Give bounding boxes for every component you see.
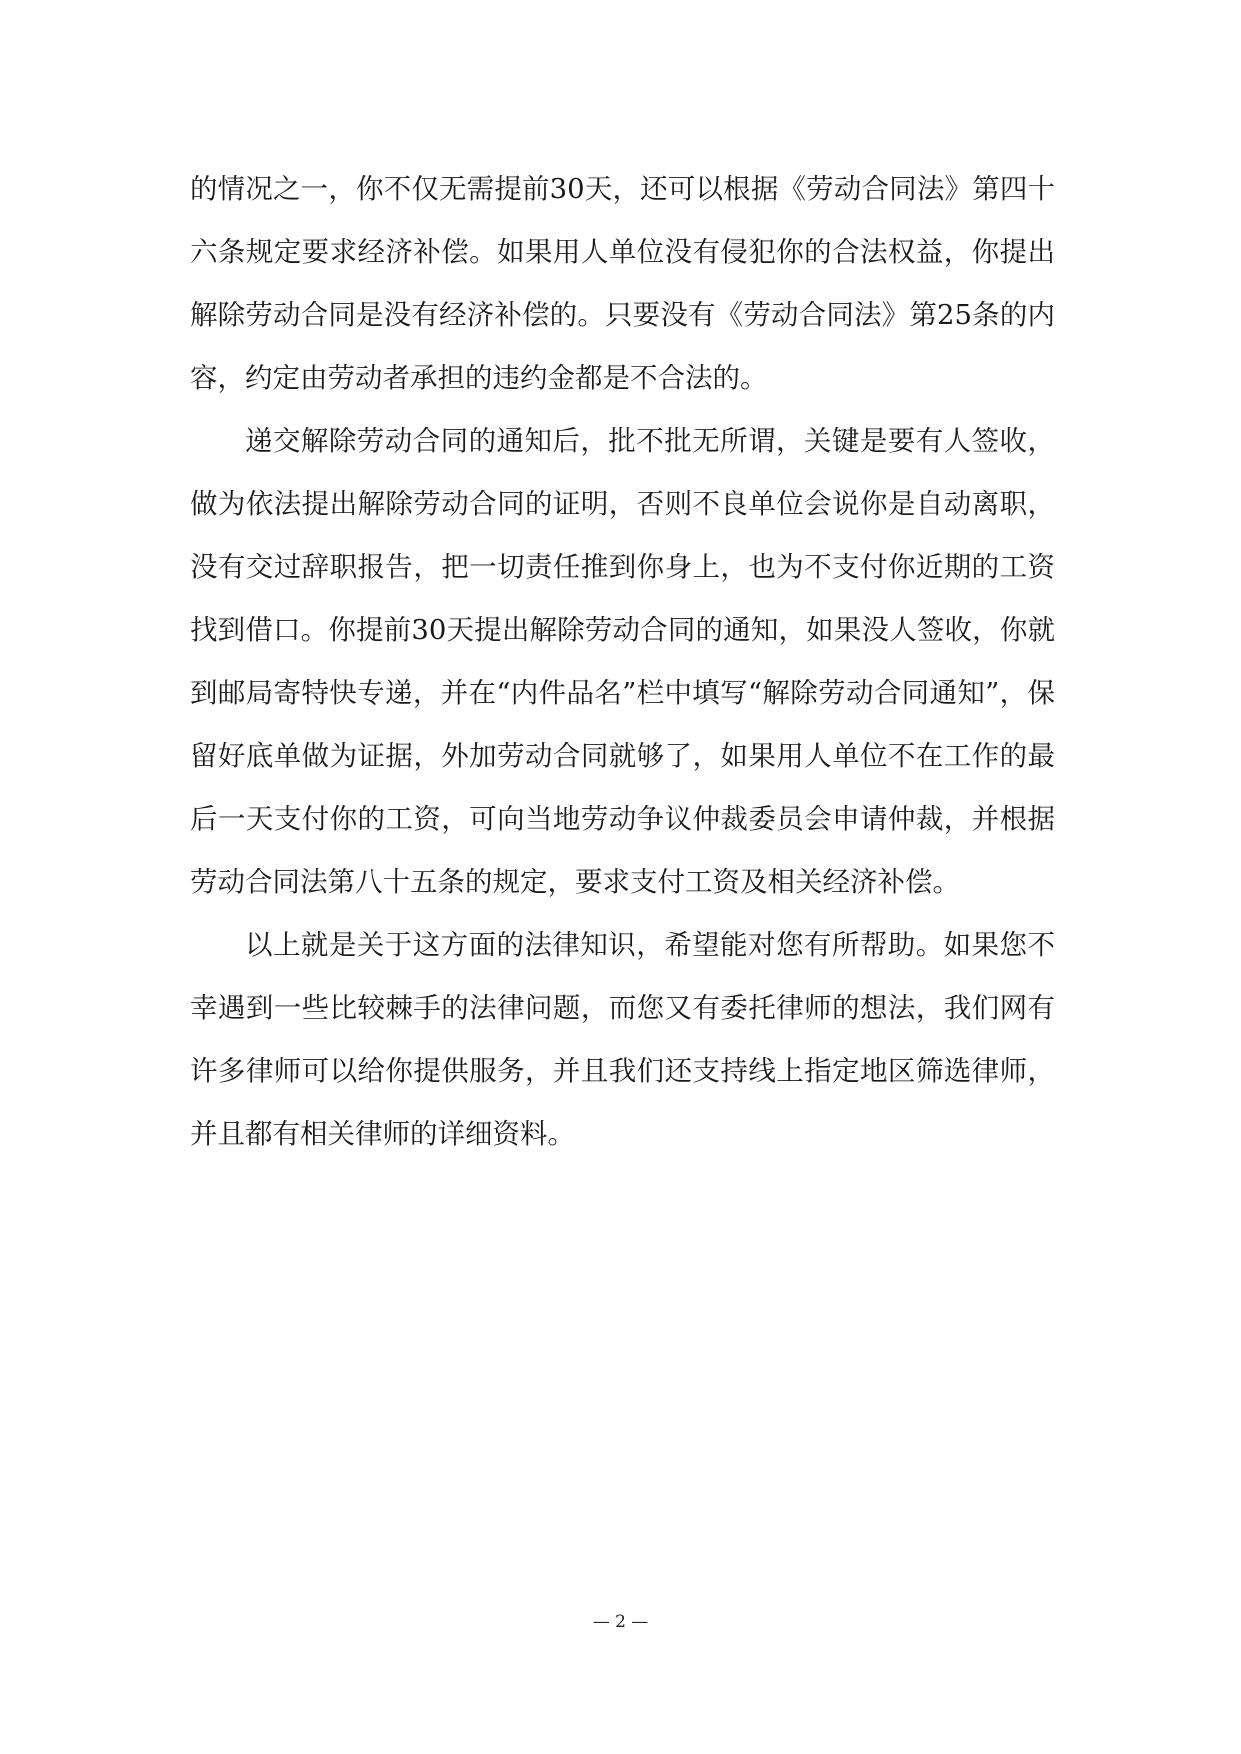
- paragraph-3: 以上就是关于这方面的法律知识，希望能对您有所帮助。如果您不幸遇到一些比较棘手的法律问题，而您又有委托律师的想法，我们网有许多律师可以给你提供服务，并且我们还支持线上指定地区筛选律师，并且都有相关律师的详细资料。: [190, 929, 1055, 1150]
- document-body: [190, 158, 1055, 1166]
- paragraph-2: 递交解除劳动合同的通知后，批不批无所谓，关键是要有人签收，做为依法提出解除劳动合同的证明，否则不良单位会说你是自动离职，没有交过辞职报告，把一切责任推到你身上，也为不支付你近期的工资找到借口。你提前30天提出解除劳动合同的通知，如果没人签收，你就到邮局寄特快专递，并在“内件品名”栏中填写“解除劳动合同通知”，保留好底单做为证据，外加劳动合同就够了，如果用人单位不在工作的最后一天支付你的工资，可向当地劳动争议仲裁委员会申请仲裁，并根据劳动合同法第八十五条的规定，要求支付工资及相关经济补偿。: [190, 425, 1055, 898]
- page-number: — 2 —: [592, 1612, 649, 1632]
- paragraph-1: 的情况之一，你不仅无需提前30天，还可以根据《劳动合同法》第四十六条规定要求经济补偿。如果用人单位没有侵犯你的合法权益，你提出解除劳动合同是没有经济补偿的。只要没有《劳动合同法》第25条的内容，约定由劳动者承担的违约金都是不合法的。: [190, 173, 1055, 394]
